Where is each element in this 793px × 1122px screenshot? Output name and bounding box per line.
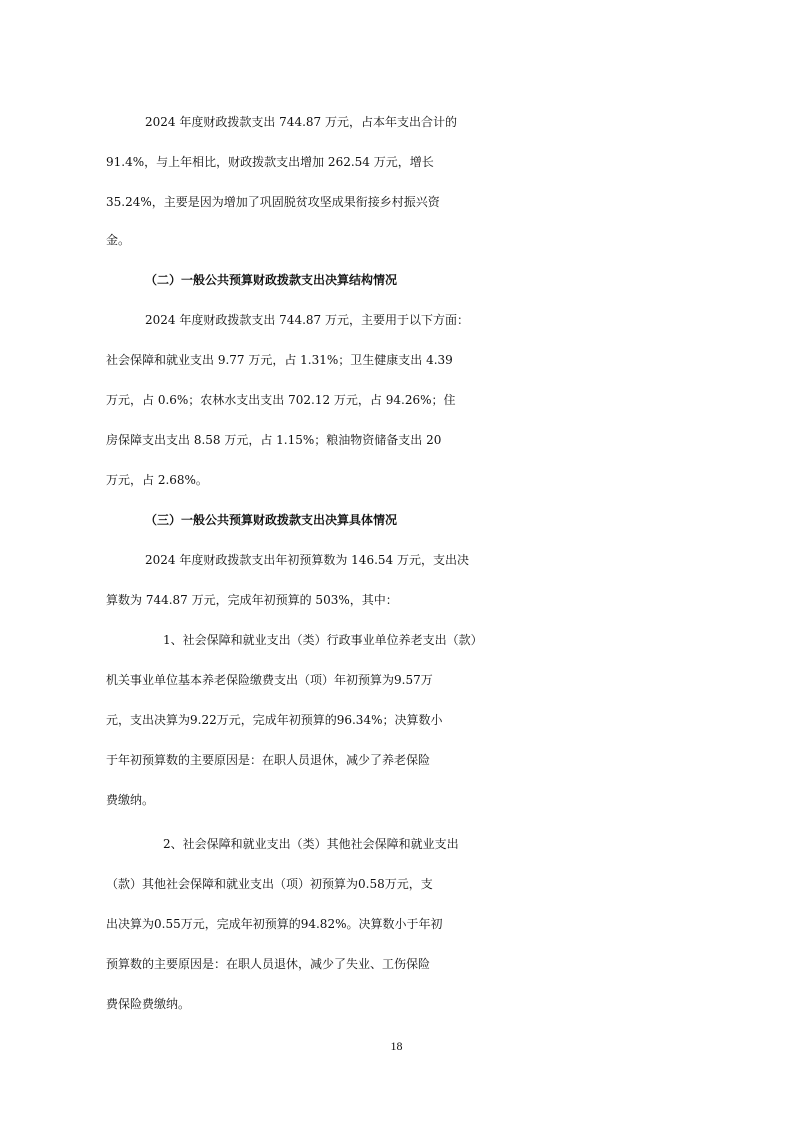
paragraph-line: 预算数的主要原因是：在职人员退休，减少了失业、工伤保险 [106,957,431,971]
paragraph-line: 2024 年度财政拨款支出年初预算数为 146.54 万元，支出决 [145,553,469,567]
section-heading-3: （三）一般公共预算财政拨款支出决算具体情况 [145,513,398,527]
paragraph-line: 金。 [106,233,131,247]
paragraph-line: 费保险费缴纳。 [106,997,191,1011]
paragraph-line: 1、社会保障和就业支出（类）行政事业单位养老支出（款） [163,633,483,647]
page-number: 18 [390,1039,403,1053]
paragraph-line: 91.4%，与上年相比，财政拨款支出增加 262.54 万元，增长 [106,155,434,169]
paragraph-line: 社会保障和就业支出 9.77 万元，占 1.31%；卫生健康支出 4.39 [106,353,453,367]
paragraph-line: 出决算为0.55万元，完成年初预算的94.82%。决算数小于年初 [106,917,443,931]
paragraph-line: 房保障支出支出 8.58 万元，占 1.15%；粮油物资储备支出 20 [106,433,442,447]
paragraph-line: 2、社会保障和就业支出（类）其他社会保障和就业支出 [163,837,459,851]
paragraph-line: 万元，占 0.6%；农林水支出支出 702.12 万元，占 94.26%；住 [106,393,456,407]
paragraph-line: 2024 年度财政拨款支出 744.87 万元，主要用于以下方面： [145,313,469,327]
paragraph-line: 元，支出决算为9.22万元，完成年初预算的96.34%；决算数小 [106,713,443,727]
paragraph-line: 万元，占 2.68%。 [106,473,208,487]
paragraph-line: 2024 年度财政拨款支出 744.87 万元，占本年支出合计的 [145,115,457,129]
paragraph-line: 机关事业单位基本养老保险缴费支出（项）年初预算为9.57万 [106,673,433,687]
paragraph-line: 算数为 744.87 万元，完成年初预算的 503%，其中： [106,593,398,607]
paragraph-line: 于年初预算数的主要原因是：在职人员退休，减少了养老保险 [106,753,431,767]
paragraph-line: 费缴纳。 [106,793,155,807]
paragraph-line: 35.24%，主要是因为增加了巩固脱贫攻坚成果衔接乡村振兴资 [106,195,440,209]
paragraph-line: （款）其他社会保障和就业支出（项）初预算为0.58万元，支 [106,877,433,891]
section-heading-2: （二）一般公共预算财政拨款支出决算结构情况 [145,273,398,287]
